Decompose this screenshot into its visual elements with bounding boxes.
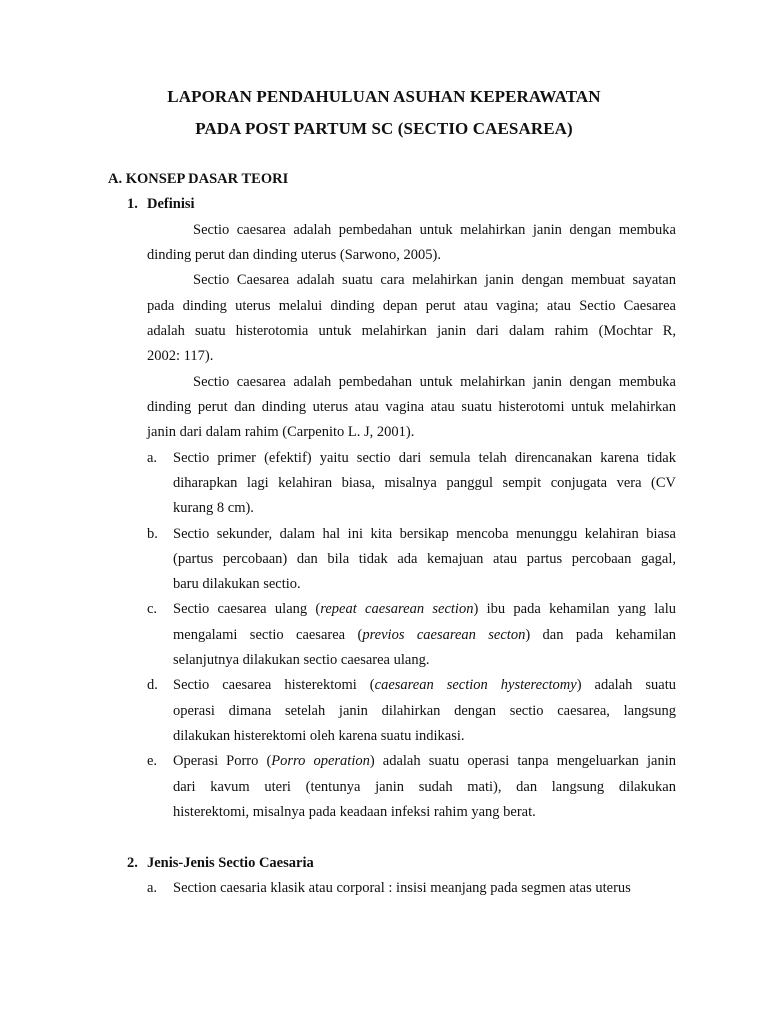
list-item-e-line-1-rest: ) adalah suatu operasi tanpa mengeluarkan janin [369, 753, 676, 769]
list-item-a-line-3: kurang 8 cm). [173, 500, 254, 516]
list-item-e-line-1-text: Operasi Porro ( [173, 753, 272, 769]
list-item-e-marker: e. [147, 753, 158, 769]
list-item-c-line-1-text: Sectio caesarea ulang ( [173, 601, 321, 617]
list-item-c-line-2-italic: previos caesarean secton [362, 627, 526, 643]
subsection-2-heading: Jenis-Jenis Sectio Caesaria [147, 855, 314, 871]
list-item-a-line-2: diharapkan lagi kelahiran biasa, misalnya panggul sempit conjugata vera (CV [173, 475, 676, 491]
list-item-e-line-1-italic: Porro operation [271, 753, 370, 769]
list-item-c-line-2-text: mengalami sectio caesarea ( [173, 627, 363, 643]
document-title-line-1: LAPORAN PENDAHULUAN ASUHAN KEPERAWATAN [167, 87, 601, 106]
definition-paragraph-2-line-2: pada dinding uterus melalui dinding depan perut atau vagina; atau Sectio Caesarea [147, 298, 676, 314]
list-item-c-line-1 [173, 601, 676, 618]
definition-paragraph-3-line-1: Sectio caesarea adalah pembedahan untuk melahirkan janin dengan membuka [193, 374, 676, 390]
subsection-2-number: 2. [127, 855, 138, 871]
definition-paragraph-3-line-2: dinding perut dan dinding uterus atau vagina atau suatu histerotomi untuk melahirkan [147, 399, 676, 415]
list-item-d-line-1-rest: ) adalah suatu [576, 677, 676, 693]
definition-paragraph-2-line-4: 2002: 117). [147, 348, 214, 364]
definition-paragraph-1-line-1: Sectio caesarea adalah pembedahan untuk melahirkan janin dengan membuka [193, 222, 676, 238]
definition-paragraph-1-line-2: dinding perut dan dinding uterus (Sarwono, 2005). [147, 247, 441, 263]
subsection-1-number: 1. [127, 196, 138, 212]
list-item-d-line-3: dilakukan histerektomi oleh karena suatu indikasi. [173, 728, 465, 744]
list-item-c-line-2 [173, 627, 676, 644]
list-item-e-line-3: histerektomi, misalnya pada keadaan infeksi rahim yang berat. [173, 804, 536, 820]
document-title-line-2: PADA POST PARTUM SC (SECTIO CAESAREA) [195, 119, 573, 138]
list-item-c-line-1-rest: ) ibu pada kehamilan yang lalu [473, 601, 676, 617]
definition-paragraph-2-line-3: adalah suatu histerotomia untuk melahirkan janin dari dalam rahim (Mochtar R, [147, 323, 676, 339]
list-item-d-marker: d. [147, 677, 158, 693]
list-item-c-line-1-italic: repeat caesarean section [320, 601, 474, 617]
list-item-b-line-2: (partus percobaan) dan bila tidak ada kemajuan atau partus percobaan gagal, [173, 551, 676, 567]
jenis-item-a-marker: a. [147, 880, 158, 896]
list-item-b-line-3: baru dilakukan sectio. [173, 576, 301, 592]
list-item-b-marker: b. [147, 526, 158, 542]
subsection-1-heading: Definisi [147, 196, 195, 212]
list-item-b-line-1: Sectio sekunder, dalam hal ini kita bersikap mencoba menunggu kelahiran biasa [173, 526, 676, 542]
section-a-heading: A. KONSEP DASAR TEORI [108, 171, 289, 187]
definition-paragraph-2-line-1: Sectio Caesarea adalah suatu cara melahirkan janin dengan membuat sayatan [193, 272, 676, 288]
list-item-d-line-1 [173, 677, 676, 694]
list-item-a-line-1: Sectio primer (efektif) yaitu sectio dari semula telah direncanakan karena tidak [173, 450, 676, 466]
list-item-c-line-2-rest: ) dan pada kehamilan [525, 627, 676, 643]
jenis-item-a-line-1: Section caesaria klasik atau corporal : insisi meanjang pada segmen atas uterus [173, 880, 631, 896]
definition-paragraph-3-line-3: janin dari dalam rahim (Carpenito L. J, 2001). [147, 424, 415, 440]
list-item-d-line-1-text: Sectio caesarea histerektomi ( [173, 677, 375, 693]
list-item-a-marker: a. [147, 450, 158, 466]
list-item-c-marker: c. [147, 601, 158, 617]
list-item-d-line-1-italic: caesarean section hysterectomy [374, 677, 577, 693]
list-item-e-line-1 [173, 753, 676, 770]
list-item-d-line-2: operasi dimana setelah janin dilahirkan dengan sectio caesarea, langsung [173, 703, 676, 719]
list-item-c-line-3: selanjutnya dilakukan sectio caesarea ulang. [173, 652, 430, 668]
list-item-e-line-2: dari kavum uteri (tentunya janin sudah mati), dan langsung dilakukan [173, 779, 676, 795]
